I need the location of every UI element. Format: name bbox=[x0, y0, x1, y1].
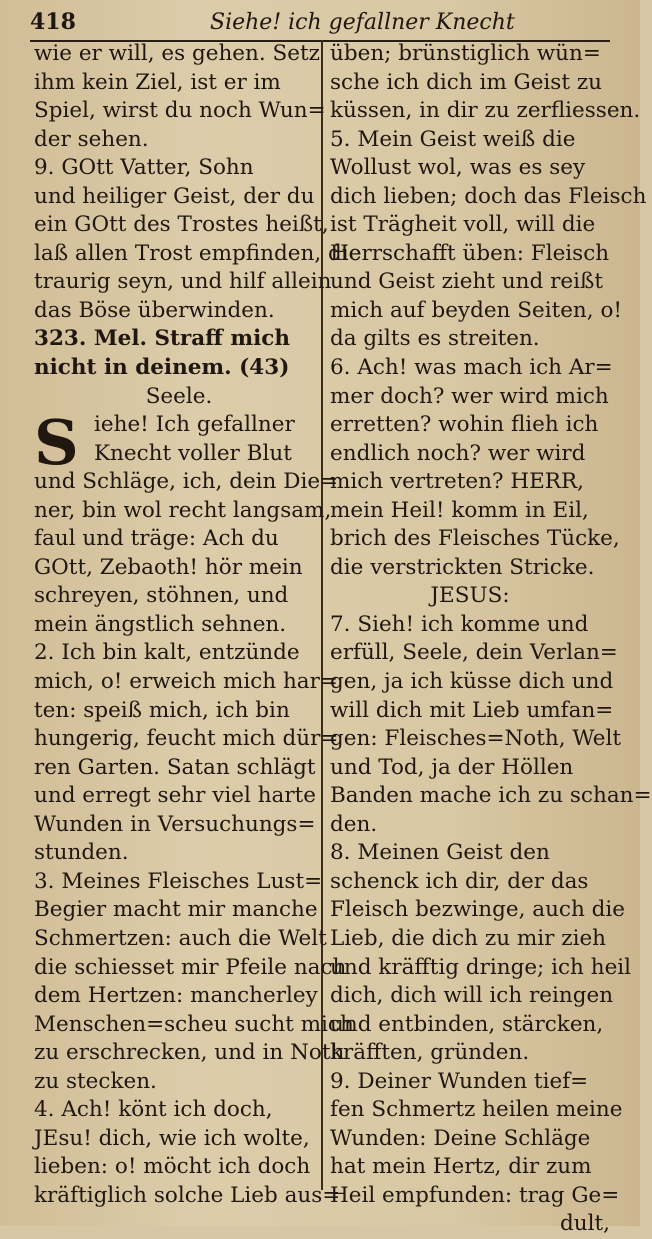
text-line: Schmertzen: auch die Welt bbox=[34, 925, 327, 951]
text-line: kräfften, gründen. bbox=[330, 1040, 530, 1066]
text-line: Herrschafft üben: Fleisch bbox=[330, 240, 610, 266]
text-line: die schiesset mir Pfeile nach bbox=[34, 954, 347, 980]
text-line: sche ich dich im Geist zu bbox=[330, 69, 602, 95]
page-header bbox=[30, 4, 610, 40]
page-number: 418 bbox=[30, 9, 76, 35]
text-line: dich, dich will ich reingen bbox=[330, 983, 614, 1009]
text-line: mich, o! erweich mich har= bbox=[34, 669, 338, 695]
text-line: dult, bbox=[560, 1211, 610, 1237]
text-line: erretten? wohin flieh ich bbox=[330, 412, 599, 438]
text-line: will dich mit Lieb umfan= bbox=[330, 697, 614, 723]
text-line: laß allen Trost empfinden, die bbox=[34, 240, 362, 266]
text-line: Wunden: Deine Schläge bbox=[330, 1125, 591, 1151]
text-line: mich vertreten? HERR, bbox=[330, 469, 585, 495]
text-line: 3. Meines Fleisches Lust= bbox=[34, 868, 323, 894]
drop-cap: S bbox=[34, 406, 79, 480]
text-line: dem Hertzen: mancherley bbox=[34, 983, 318, 1009]
text-line: 6. Ach! was mach ich Ar= bbox=[330, 355, 613, 381]
text-line: ren Garten. Satan schlägt bbox=[34, 754, 316, 780]
text-line: stunden. bbox=[34, 840, 129, 866]
text-line: Heil empfunden: trag Ge= bbox=[330, 1182, 620, 1208]
running-title: Siehe! ich gefallner Knecht bbox=[210, 9, 515, 35]
text-line: und entbinden, stärcken, bbox=[330, 1011, 604, 1037]
text-line: lieben: o! möcht ich doch bbox=[34, 1154, 311, 1180]
text-line: küssen, in dir zu zerfliessen. bbox=[330, 98, 641, 124]
text-line: GOtt, Zebaoth! hör mein bbox=[34, 554, 303, 580]
text-line: gen, ja ich küsse dich und bbox=[330, 669, 614, 695]
hymn-heading: Seele. bbox=[145, 383, 213, 409]
text-line: und Schläge, ich, dein Die= bbox=[34, 469, 339, 495]
hymn-number-line: 323. Mel. Straff mich bbox=[34, 326, 290, 352]
text-line: ner, bin wol recht langsam, bbox=[34, 497, 332, 523]
text-line: schenck ich dir, der das bbox=[330, 868, 589, 894]
text-line: mich auf beyden Seiten, o! bbox=[330, 297, 623, 323]
text-line: 4. Ach! könt ich doch, bbox=[34, 1097, 273, 1123]
melody-line: nicht in deinem. (43) bbox=[34, 355, 290, 381]
text-line: mein ängstlich sehnen. bbox=[34, 611, 287, 637]
verse-heading: JESUS: bbox=[430, 583, 510, 609]
text-line: mein Heil! komm in Eil, bbox=[330, 497, 589, 523]
text-line: ist Trägheit voll, will die bbox=[330, 212, 596, 238]
text-line: 9. GOtt Vatter, Sohn bbox=[34, 155, 254, 181]
text-line: da gilts es streiten. bbox=[330, 326, 540, 352]
text-line: Menschen=scheu sucht mich bbox=[34, 1011, 354, 1037]
right-column bbox=[330, 40, 652, 1237]
text-line: erfüll, Seele, dein Verlan= bbox=[330, 640, 618, 666]
text-line: hat mein Hertz, dir zum bbox=[330, 1154, 592, 1180]
text-line: und Tod, ja der Höllen bbox=[330, 754, 574, 780]
text-line: Wollust wol, was es sey bbox=[330, 155, 586, 181]
text-line: brich des Fleisches Tücke, bbox=[330, 526, 620, 552]
text-line: endlich noch? wer wird bbox=[330, 440, 586, 466]
text-line: 8. Meinen Geist den bbox=[330, 840, 550, 866]
text-line: Lieb, die dich zu mir zieh bbox=[330, 925, 607, 951]
text-line: Begier macht mir manche bbox=[34, 897, 318, 923]
text-line: ein GOtt des Trostes heißt, bbox=[34, 212, 329, 238]
text-line: JEsu! dich, wie ich wolte, bbox=[34, 1125, 310, 1151]
text-line: gen: Fleisches=Noth, Welt bbox=[330, 726, 621, 752]
text-line: und erregt sehr viel harte bbox=[34, 783, 317, 809]
text-line: üben; brünstiglich wün= bbox=[330, 41, 601, 66]
text-line: faul und träge: Ach du bbox=[34, 526, 279, 552]
text-line: hungerig, feucht mich dür= bbox=[34, 726, 339, 752]
text-line: das Böse überwinden. bbox=[34, 297, 275, 323]
text-line: wie er will, es gehen. Setz bbox=[34, 41, 320, 66]
text-line: Wunden in Versuchungs= bbox=[34, 811, 316, 837]
text-line: und kräfftig dringe; ich heil bbox=[330, 954, 632, 980]
text-line: 5. Mein Geist weiß die bbox=[330, 126, 576, 152]
text-line: dich lieben; doch das Fleisch bbox=[330, 183, 647, 209]
text-line: Banden mache ich zu schan= bbox=[330, 783, 652, 809]
text-line: schreyen, stöhnen, und bbox=[34, 583, 289, 609]
text-line: und heiliger Geist, der du bbox=[34, 183, 315, 209]
text-line: traurig seyn, und hilf allein bbox=[34, 269, 332, 295]
text-line: zu stecken. bbox=[34, 1068, 157, 1094]
text-line: 2. Ich bin kalt, entzünde bbox=[34, 640, 300, 666]
text-line: fen Schmertz heilen meine bbox=[330, 1097, 623, 1123]
text-line: zu erschrecken, und in Noth bbox=[34, 1040, 345, 1066]
text-line: kräftiglich solche Lieb aus= bbox=[34, 1182, 341, 1208]
text-line: 9. Deiner Wunden tief= bbox=[330, 1068, 589, 1094]
text-line: ten: speiß mich, ich bin bbox=[34, 697, 290, 723]
text-line: den. bbox=[330, 811, 378, 837]
text-line: die verstrickten Stricke. bbox=[330, 554, 595, 580]
text-line: und Geist zieht und reißt bbox=[330, 269, 603, 295]
text-line: Spiel, wirst du noch Wun= bbox=[34, 98, 326, 124]
text-line: ihm kein Ziel, ist er im bbox=[34, 69, 281, 95]
text-line: der sehen. bbox=[34, 126, 149, 152]
text-line-content: iehe! Ich gefallner bbox=[94, 412, 295, 438]
text-line: mer doch? wer wird mich bbox=[330, 383, 609, 409]
left-column bbox=[34, 40, 362, 1220]
text-line: 7. Sieh! ich komme und bbox=[330, 611, 589, 637]
text-line: Knecht voller Blut bbox=[94, 440, 292, 466]
text-line: Fleisch bezwinge, auch die bbox=[330, 897, 625, 923]
